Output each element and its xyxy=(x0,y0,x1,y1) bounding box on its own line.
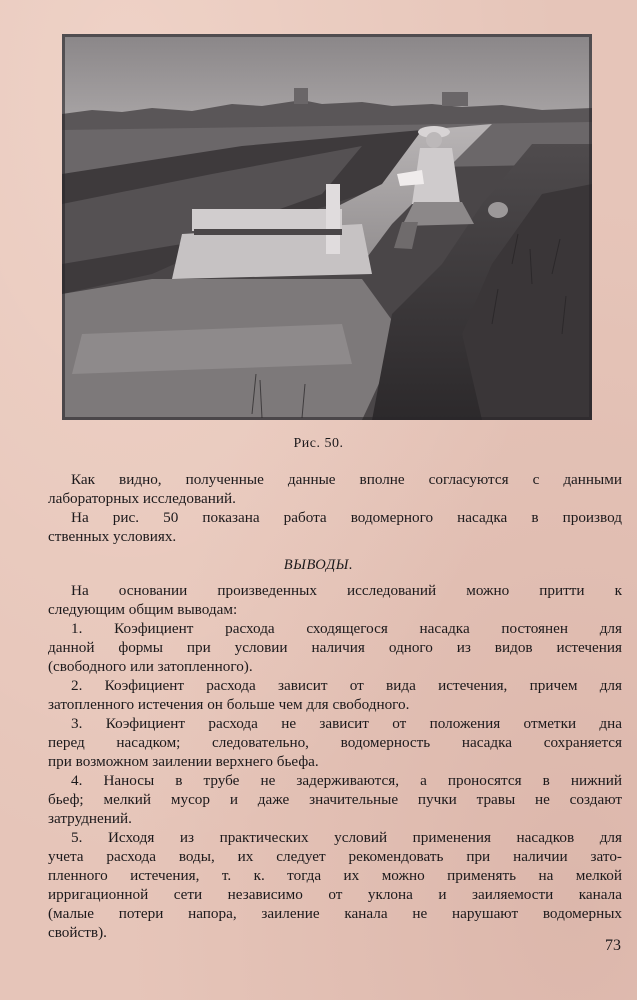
text-line: (малые потери напора, заиление канала не нарушают водомерных xyxy=(48,905,622,922)
text-line: следующим общим выводам: xyxy=(48,601,238,618)
text-line: лабораторных исследований. xyxy=(48,490,236,507)
text-line: пленного истечения, т. к. тогда их можно применять на мелкой xyxy=(48,867,622,884)
text-line: 1. Коэфициент расхода сходящегося насадка постоянен для xyxy=(71,620,622,637)
text-line: 4. Наносы в трубе не задерживаются, а проносятся в нижний xyxy=(71,772,622,789)
text-line: бьеф; мелкий мусор и даже значительные пучки травы не создают xyxy=(48,791,622,808)
text-line: свойств). xyxy=(48,924,107,941)
text-line: 2. Коэфициент расхода зависит от вида истечения, причем для xyxy=(71,677,622,694)
text-line: 3. Коэфициент расхода не зависит от положения отметки дна xyxy=(71,715,622,732)
text-line: учета расхода воды, их следует рекомендовать при наличии зато- xyxy=(48,848,622,865)
text-line: На основании произведенных исследований можно притти к xyxy=(71,582,622,599)
text-line: при возможном заилении верхнего бьефа. xyxy=(48,753,319,770)
text-line: Как видно, полученные данные вполне согласуются с данными xyxy=(71,471,622,488)
text-line: затопленного истечения он больше чем для свободного. xyxy=(48,696,410,713)
text-line: (свободного или затопленного). xyxy=(48,658,253,675)
intro-paragraphs xyxy=(48,470,622,546)
text-line: ственных условиях. xyxy=(48,528,177,545)
text-line: На рис. 50 показана работа водомерного насадка в производ xyxy=(71,509,622,526)
text-line: ирригационной сети независимо от уклона и заиляемости канала xyxy=(48,886,622,903)
text-line: данной формы при условии наличия одного из видов истечения xyxy=(48,639,622,656)
text-line: 5. Исходя из практических условий применения насадков для xyxy=(71,829,622,846)
figure-photo xyxy=(62,34,592,420)
canal-photo-illustration xyxy=(62,34,592,420)
text-line: затруднений. xyxy=(48,810,132,827)
section-heading: ВЫВОДЫ. xyxy=(283,557,354,573)
figure-caption: Рис. 50. xyxy=(293,436,344,451)
conclusions-paragraphs xyxy=(48,581,622,942)
page-number: 73 xyxy=(605,937,621,954)
text-line: перед насадком; следовательно, водомерность насадка сохраняется xyxy=(48,734,622,751)
